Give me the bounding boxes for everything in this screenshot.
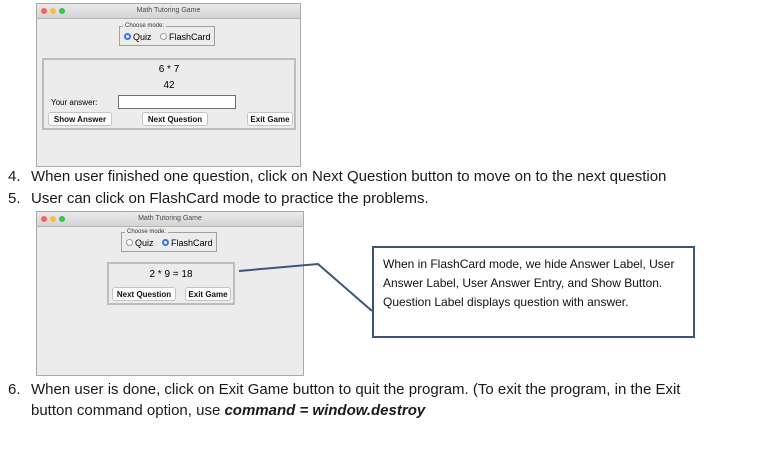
close-window-icon[interactable]: [41, 216, 47, 222]
next-question-button[interactable]: Next Question: [142, 112, 208, 126]
radio-selected-icon[interactable]: [124, 33, 131, 40]
answer-entry[interactable]: [118, 95, 236, 109]
mode-group-legend: Choose mode:: [125, 23, 165, 29]
step-6-text-line2: [31, 402, 425, 420]
step-4-text: When user finished one question, click on Next Question button to move on to the next question: [31, 168, 667, 185]
radio-unselected-icon[interactable]: [126, 239, 133, 246]
radio-flashcard[interactable]: [160, 31, 217, 41]
mode-group-legend: Choose mode:: [127, 229, 167, 235]
step-5: [8, 190, 768, 208]
exit-command-code: command = window.destroy: [224, 402, 426, 419]
zoom-window-icon[interactable]: [59, 8, 65, 14]
radio-flashcard[interactable]: [162, 237, 219, 247]
step-4: [8, 168, 768, 186]
window-title: Math Tutoring Game: [138, 215, 202, 222]
radio-flashcard-label[interactable]: FlashCard: [171, 237, 213, 248]
step-6: [8, 381, 768, 421]
minimize-window-icon[interactable]: [50, 8, 56, 14]
close-window-icon[interactable]: [41, 8, 47, 14]
flashcard-mode-window: [36, 211, 304, 376]
show-answer-button[interactable]: Show Answer: [48, 112, 112, 126]
step-6-text-line1: When user is done, click on Exit Game button to quit the program. (To exit the program, in the Exit: [31, 381, 681, 398]
window-title: Math Tutoring Game: [136, 7, 201, 14]
radio-flashcard-label[interactable]: FlashCard: [169, 31, 211, 42]
step-4-number: 4.: [8, 168, 21, 185]
step-5-number: 5.: [8, 190, 21, 207]
callout-text: When in FlashCard mode, we hide Answer Label, User Answer Label, User Answer Entry, and Show Button. Question Label displays question with answer.: [383, 257, 675, 309]
window-titlebar[interactable]: [37, 4, 300, 19]
question-label: 6 * 7: [158, 64, 180, 75]
answer-label: 42: [163, 80, 175, 91]
your-answer-label: Your answer:: [51, 98, 98, 107]
quiz-mode-window: [36, 3, 301, 167]
callout-box: [372, 246, 695, 338]
zoom-window-icon[interactable]: [59, 216, 65, 222]
next-question-button[interactable]: Next Question: [112, 287, 176, 301]
window-titlebar[interactable]: [37, 212, 303, 227]
radio-quiz-label[interactable]: Quiz: [133, 31, 152, 42]
radio-unselected-icon[interactable]: [160, 33, 167, 40]
exit-game-button[interactable]: Exit Game: [247, 112, 293, 126]
step-5-text: User can click on FlashCard mode to practice the problems.: [31, 190, 429, 207]
minimize-window-icon[interactable]: [50, 216, 56, 222]
radio-quiz-label[interactable]: Quiz: [135, 237, 154, 248]
mode-group: [119, 23, 215, 46]
radio-selected-icon[interactable]: [162, 239, 169, 246]
question-frame: [107, 262, 235, 305]
step-6-text-line2-prefix: button command option, use: [31, 402, 225, 419]
radio-quiz[interactable]: [126, 237, 162, 247]
exit-game-button[interactable]: Exit Game: [185, 287, 231, 301]
question-frame: [42, 58, 296, 130]
question-with-answer-label: 2 * 9 = 18: [149, 269, 193, 280]
radio-quiz[interactable]: [124, 31, 160, 41]
step-6-number: 6.: [8, 381, 21, 398]
mode-group: [121, 229, 217, 252]
